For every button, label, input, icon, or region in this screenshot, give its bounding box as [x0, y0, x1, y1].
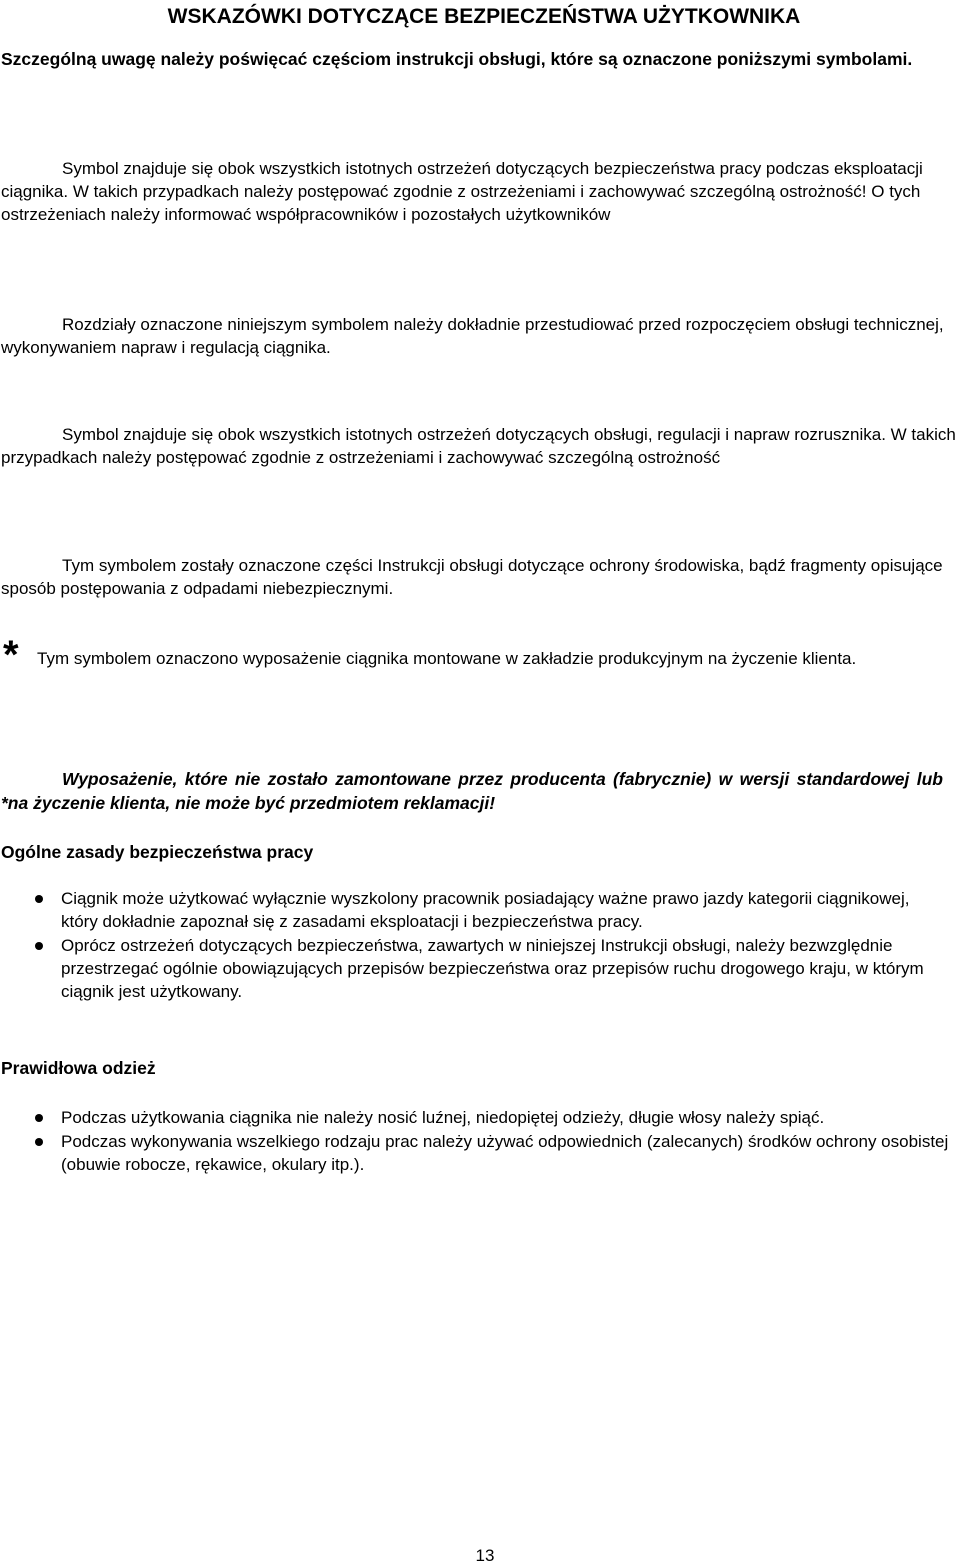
intro-text: Szczególną uwagę należy poświęcać częściom instrukcji obsługi, które są oznaczone poniższymi symbolami. — [1, 49, 913, 69]
symbol-paragraph-safety: Symbol znajduje się obok wszystkich istotnych ostrzeżeń dotyczących bezpieczeństwa pracy podczas eksploatacji ciągnika. W takich przypadkach należy postępować zgodnie z ostrzeżeniami i zachowywać szczególną ostrożność! O tych ostrzeżeniach należy informować współpracowników i pozostałych użytkowników — [1, 159, 923, 224]
clothing-list — [0, 1106, 960, 1177]
section-heading-clothing: Prawidłowa odzież — [1, 1058, 156, 1078]
list-item — [0, 887, 951, 933]
asterisk-icon: * — [3, 633, 19, 677]
section-heading-general-safety: Ogólne zasady bezpieczeństwa pracy — [1, 842, 314, 862]
page-number: 13 — [475, 1546, 495, 1565]
optional-equipment-paragraph — [1, 633, 959, 677]
symbol-paragraph-maintenance: Rozdziały oznaczone niniejszym symbolem należy dokładnie przestudiować przed rozpoczęciem obsługi technicznej, wykonywaniem napraw i regulacją ciągnika. — [1, 315, 944, 357]
list-item — [0, 1106, 951, 1129]
bullet-icon — [35, 895, 43, 903]
bullet-icon — [35, 1138, 43, 1146]
list-item — [0, 934, 951, 1003]
symbol-paragraph-environment: Tym symbolem zostały oznaczone części Instrukcji obsługi dotyczące ochrony środowiska, bądź fragmenty opisujące sposób postępowania z odpadami niebezpiecznymi. — [1, 556, 943, 598]
list-item-text: Podczas użytkowania ciągnika nie należy nosić luźnej, niedopiętej odzieży, długie włosy należy spiąć. — [61, 1108, 825, 1127]
symbol-paragraph-starter: Symbol znajduje się obok wszystkich istotnych ostrzeżeń dotyczących obsługi, regulacji i napraw rozrusznika. W takich przypadkach należy postępować zgodnie z ostrzeżeniami i zachowywać szczególną ostrożność — [1, 425, 956, 467]
list-item-text: Oprócz ostrzeżeń dotyczących bezpieczeństwa, zawartych w niniejszej Instrukcji obsługi, należy bezwzględnie przestrzegać ogólnie obowiązujących przepisów bezpieczeństwa oraz przepisów ruchu drogowego kraju, w którym ciągnik jest użytkowany. — [61, 936, 924, 1001]
list-item — [0, 1130, 951, 1176]
page-title: WSKAZÓWKI DOTYCZĄCE BEZPIECZEŃSTWA UŻYTKOWNIKA — [167, 5, 801, 28]
bullet-icon — [35, 942, 43, 950]
list-item-text: Podczas wykonywania wszelkiego rodzaju prac należy używać odpowiednich (zalecanych) środków ochrony osobistej (obuwie robocze, rękawice, okulary itp.). — [61, 1132, 949, 1174]
bullet-icon — [35, 1114, 43, 1122]
warranty-warning: Wyposażenie, które nie zostało zamontowane przez producenta (fabrycznie) w wersji standardowej lub *na życzenie klienta, nie może być przedmiotem reklamacji! — [1, 769, 943, 813]
list-item-text: Ciągnik może użytkować wyłącznie wyszkolony pracownik posiadający ważne prawo jazdy kategorii ciągnikowej, który dokładnie zapoznał się z zasadami eksploatacji i bezpieczeństwa pracy. — [61, 889, 910, 931]
general-safety-list — [0, 887, 960, 1004]
optional-equipment-text: Tym symbolem oznaczono wyposażenie ciągnika montowane w zakładzie produkcyjnym na życzenie klienta. — [37, 649, 857, 668]
